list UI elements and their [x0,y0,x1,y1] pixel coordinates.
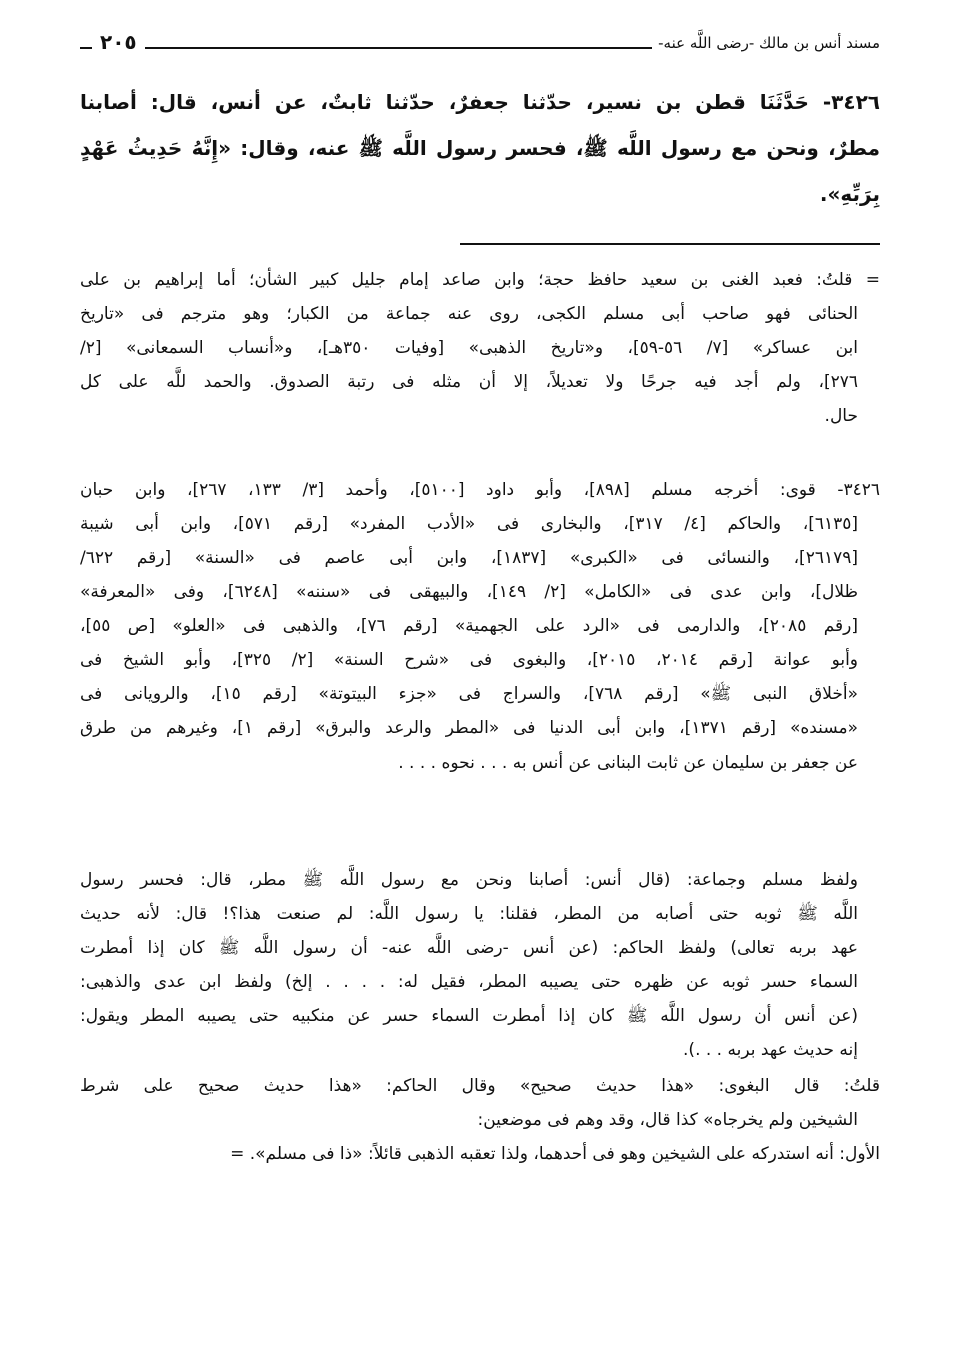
footnote-line: [رقم ٢٠٨٥]، والدارمى فى «الرد على الجهمية» [رقم ٧٦]، والذهبى فى «العلو» [ص ٥٥]، [80,616,858,636]
footnote-line: الحنائى فهو صاحب أبى مسلم الكجى، روى عنه جماعة من الكبار؛ وهو مترجم فى «تاريخ [80,304,858,324]
footnote-line: السماء حسر ثوبه عن ظهره حتى يصيبه المطر، فقيل له: . . . . إلخ) ولفظ ابن عدى والذهبى: [80,972,858,992]
footnote-line: «مسنده» [رقم ١٣٧١]، وابن أبى الدنيا فى «المطر والرعد والبرق» [رقم ١]، وغيرهم من طرق [80,718,858,738]
footnote-line: الشيخين ولم يخرجاه» كذا قال، وقد وهم فى موضعين: [477,1110,858,1130]
hadith-line: بِرَبِّهِ». [819,182,880,206]
footnote-line: اللَّه ﷺ ثوبه حتى أصابه من المطر، فقلنا: يا رسول اللَّه: لم صنعت هذا؟! قال: لأنه حديث [80,904,858,924]
footnote-line: قلتُ: قال البغوى: «هذا حديث صحيح» وقال الحاكم: «هذا حديث صحيح على شرط [80,1076,880,1096]
footnote-line: وأبو عوانة [رقم ٢٠١٤، ٢٠١٥]، والبغوى فى «شرح السنة» [٢/ ٣٢٥]، وأبو الشيخ فى [80,650,859,670]
hadith-line: مطرٌ، ونحن مع رسول اللَّه ﷺ، فحسر رسول اللَّه ﷺ عنه، وقال: «إِنَّهُ حَدِيثُ عَهْدٍ [80,136,880,160]
running-header [80,32,880,60]
footnote-line: ٢٧٦]، ولم أجد فيه جرحًا ولا تعديلاً، إلا أن مثله فى رتبة الصدوق. والحمد للَّه على كل [80,372,858,392]
footnote-line: ابن عساكر» [٧/ ٥٦-٥٩]، و«تاريخ الذهبى» [وفيات ٣٥٠هـ]، و«أنساب السمعانى» [٢/ [80,338,858,358]
footnote-line: ظلال]، وابن عدى فى «الكامل» [٢/ ١٤٩]، والبيهقى فى «سننه» [٦٢٤٨]، وفى «المعرفة» [80,582,858,602]
footnote-line: ٣٤٢٦- قوى: أخرجه مسلم [٨٩٨]، وأبو داود [٥١٠٠]، وأحمد [٣/ ١٣٣، ٢٦٧]، وابن حبان [80,480,880,500]
footnote-line: عن جعفر بن سليمان عن ثابت البنانى عن أنس به . . . نحوه . . . . [398,753,858,773]
hadith-line: ٣٤٢٦- حَدَّثَنَا قطن بن نسير، حدّثنا جعفرٌ، حدّثنا ثابتٌ، عن أنس، قال: أصابنا [80,90,880,114]
footnote-line: [٢٦١٧٩]، والنسائى فى «الكبرى» [١٨٣٧]، وابن أبى عاصم فى «السنة» [رقم ٦٢٢/ [80,548,858,568]
footnote-line: عهد بربه تعالى) ولفظ الحاكم: (عن أنس -رضى اللَّه عنه- أن رسول اللَّه ﷺ كان إذا أمطرت [80,938,858,958]
page-number: ٢٠٥ [92,30,145,54]
footnote-line: «أخلاق النبى ﷺ» [رقم ٧٦٨]، والسراج فى «جزء البيتوتة» [رقم ١٥]، والرويانى فى [80,684,858,704]
footnote-line: = قلتُ: فعبد الغنى بن سعيد حافظ حجة؛ وابن صاعد إمام جليل كبير الشأن؛ أما إبراهيم بن على [80,270,880,290]
footnote-line: ولفظ مسلم وجماعة: (قال أنس: أصابنا ونحن مع رسول اللَّه ﷺ مطر، قال: فحسر رسول [80,870,858,890]
footnote-line: حال. [824,406,858,426]
footnote-line: الأول: أنه استدركه على الشيخين وهو فى أحدهما، ولذا تعقبه الذهبى قائلاً: «ذا فى مسلم». = [230,1144,880,1164]
footnote-line: [٦١٣٥]، والحاكم [٤/ ٣١٧]، والبخارى فى «الأدب المفرد» [رقم ٥٧١]، وابن أبى شيبة [80,514,859,534]
running-title: مسند أنس بن مالك -رضى اللَّه عنه- [652,34,880,52]
footnote-separator [460,243,880,245]
footnote-line: (عن أنس أن رسول اللَّه ﷺ كان إذا أمطرت السماء حسر عن منكبيه حتى يصيبه المطر ويقول: [80,1006,858,1026]
footnote-line: إنه حديث عهد بربه . . .). [683,1040,858,1060]
